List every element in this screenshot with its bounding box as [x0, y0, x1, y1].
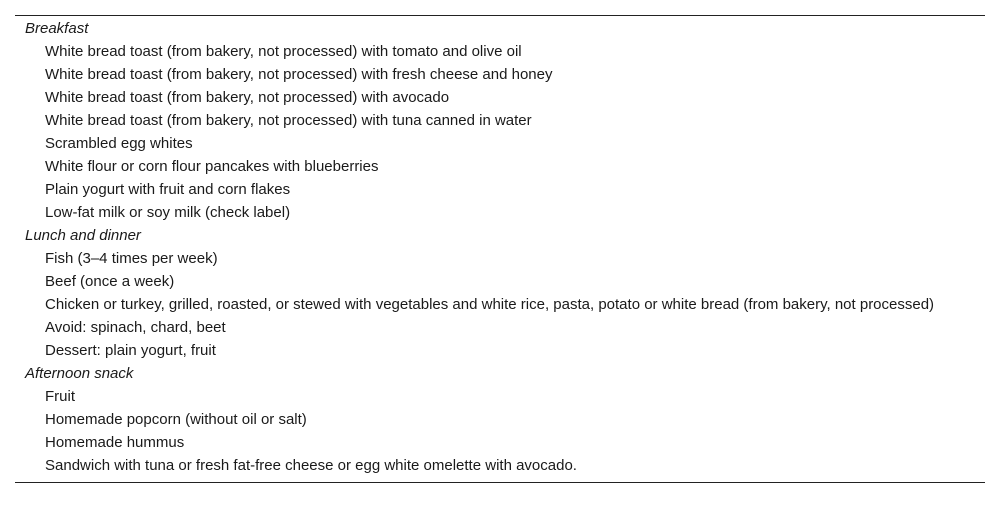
list-item: White bread toast (from bakery, not processed) with tomato and olive oil: [45, 43, 522, 60]
list-item: Beef (once a week): [45, 273, 175, 290]
list-item: White bread toast (from bakery, not processed) with avocado: [45, 89, 450, 106]
list-item: White flour or corn flour pancakes with blueberries: [45, 158, 379, 175]
list-item: Fruit: [45, 388, 75, 405]
section-title: Afternoon snack: [25, 365, 134, 382]
list-item: Dessert: plain yogurt, fruit: [45, 342, 216, 359]
list-item: Chicken or turkey, grilled, roasted, or stewed with vegetables and white rice, pasta, potato or white bread (from bakery, not processed): [45, 296, 935, 313]
section-afternoon-snack: [15, 362, 985, 477]
list-item: Avoid: spinach, chard, beet: [45, 319, 226, 336]
list-item: White bread toast (from bakery, not processed) with tuna canned in water: [45, 112, 532, 129]
item-list: [15, 247, 985, 362]
section-lunch-and-dinner: [15, 224, 985, 362]
list-item: Low-fat milk or soy milk (check label): [45, 204, 291, 221]
item-list: [15, 385, 985, 477]
section-title: Lunch and dinner: [25, 227, 141, 244]
list-item: Fish (3–4 times per week): [45, 250, 218, 267]
list-item: Plain yogurt with fruit and corn flakes: [45, 181, 291, 198]
list-item: Scrambled egg whites: [45, 135, 193, 152]
item-list: [15, 40, 985, 224]
section-title: Breakfast: [25, 20, 89, 37]
diet-table: [15, 15, 985, 483]
list-item: White bread toast (from bakery, not processed) with fresh cheese and honey: [45, 66, 553, 83]
list-item: Homemade hummus: [45, 434, 185, 451]
list-item: Sandwich with tuna or fresh fat-free cheese or egg white omelette with avocado.: [45, 457, 577, 474]
list-item: Homemade popcorn (without oil or salt): [45, 411, 307, 428]
section-breakfast: [15, 17, 985, 224]
